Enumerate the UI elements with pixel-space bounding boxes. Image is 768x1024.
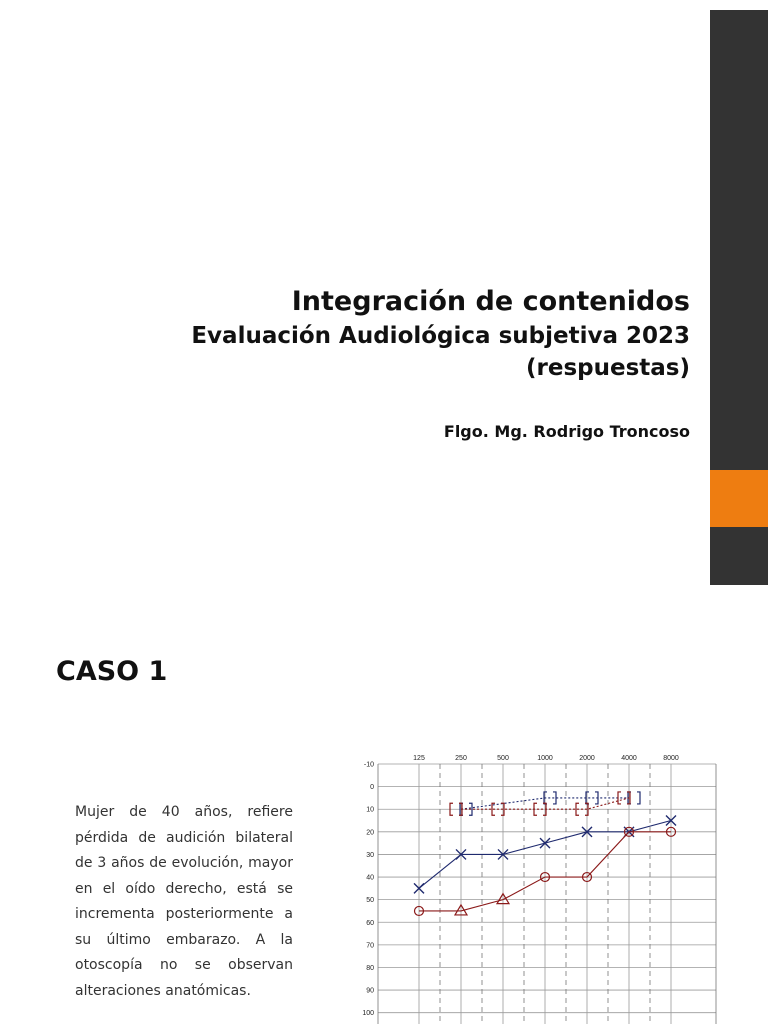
x-tick-label: 1000	[537, 755, 553, 762]
presentation-subtitle-note: (respuestas)	[526, 355, 690, 381]
y-tick-label: 80	[366, 964, 374, 972]
y-tick-label: 70	[366, 942, 374, 950]
case-heading: CASO 1	[56, 656, 168, 687]
chart-background	[358, 750, 718, 1024]
author-name: Flgo. Mg. Rodrigo Troncoso	[443, 422, 690, 441]
y-tick-label: 10	[366, 806, 374, 814]
audiogram-chart	[358, 750, 718, 1024]
presentation-title: Integración de contenidos	[291, 286, 690, 317]
y-tick-label: 100	[362, 1010, 374, 1018]
x-tick-label: 250	[455, 755, 467, 762]
x-tick-label: 500	[497, 755, 509, 762]
case-description: Mujer de 40 años, refiere pérdida de audición bilateral de 3 años de evolución, mayor en el oído derecho, está se incrementa posteriormente a su último embarazo. A la otoscopía no se observan alteraciones anatómicas.	[75, 804, 293, 999]
slide-gap	[0, 598, 768, 612]
title-block	[191, 284, 690, 384]
case-slide	[0, 612, 768, 1024]
y-tick-label: -10	[363, 761, 374, 769]
y-tick-label: 30	[366, 851, 374, 859]
presentation-subtitle: Evaluación Audiológica subjetiva 2023	[191, 323, 690, 349]
y-tick-label: 90	[366, 987, 374, 995]
y-tick-label: 60	[366, 919, 374, 927]
x-tick-label: 8000	[663, 755, 679, 762]
decorative-accent-bar	[710, 470, 768, 527]
y-tick-label: 20	[366, 829, 374, 837]
decorative-dark-bar	[710, 10, 768, 470]
y-tick-label: 0	[370, 784, 374, 792]
y-tick-label: 40	[366, 874, 374, 882]
decorative-dark-bar-lower	[710, 527, 768, 585]
x-tick-label: 125	[413, 755, 425, 762]
y-tick-label: 50	[366, 897, 374, 905]
x-tick-label: 2000	[579, 755, 595, 762]
x-tick-label: 4000	[621, 755, 637, 762]
